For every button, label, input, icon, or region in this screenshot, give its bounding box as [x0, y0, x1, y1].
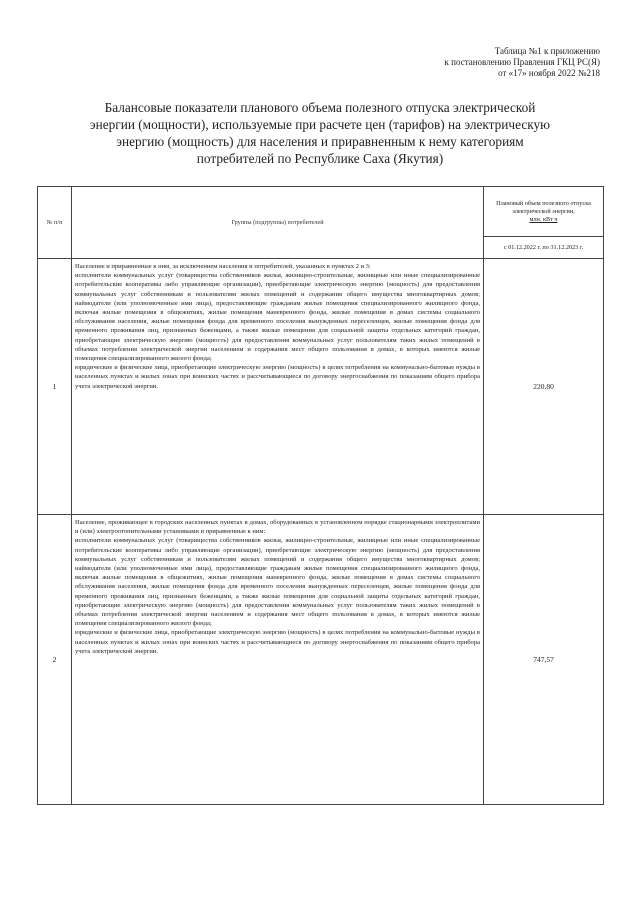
row-value: 747,57: [484, 515, 604, 805]
header-groups: Группы (подгруппы) потребителей: [72, 187, 484, 259]
header-line-3: от «17» ноября 2022 №218: [498, 68, 600, 78]
title-line-1: Балансовые показатели планового объема полезного отпуска электрической: [104, 100, 536, 115]
balance-table: [37, 186, 604, 805]
header-num: № п/п: [38, 187, 72, 259]
title-line-3: энергию (мощность) для населения и приравненным к нему категориям: [116, 134, 524, 149]
table-row: [38, 515, 604, 805]
table-row: [38, 259, 604, 515]
row-para-3: юридические и физические лица, приобретающие электрическую энергию (мощность) в целях потребления на коммунально-бытовые нужды в населенных пунктах и жилых зонах при воинских частях и рассчитывающиеся по договору энергоснабжения по показаниям общего прибора учета электрической энергии.: [75, 364, 480, 390]
row-num: 2: [38, 515, 72, 805]
row-num: 1: [38, 259, 72, 515]
document-title: [60, 99, 580, 167]
row-value: 220,80: [484, 259, 604, 515]
header-volume-text: Плановый объем полезного отпуска электрической энергии,: [496, 199, 591, 215]
row-para-3: юридические и физические лица, приобретающие электрическую энергию (мощность) в целях потребления на коммунально-бытовые нужды в населенных пунктах и жилых зонах при воинских частях и рассчитывающиеся по договору энергоснабжения по показаниям общего прибора учета электрической энергии.: [75, 629, 480, 655]
row-para-1: Население и приравненные к ним, за исключением населения и потребителей, указанных в пунктах 2 и 3:: [75, 263, 371, 270]
header-period: с 01.12.2022 г. по 31.12.2023 г.: [484, 237, 604, 259]
row-description: [72, 259, 484, 515]
header-line-2: к постановлению Правления ГКЦ РС(Я): [444, 57, 600, 67]
document-header: [340, 46, 600, 79]
header-line-1: Таблица №1 к приложению: [494, 46, 600, 56]
row-para-1: Население, проживающее в городских населенных пунктах в домах, оборудованных в установленном порядке стационарными электроплитами и (или) электроотопительными установками и приравненные к ним:: [75, 519, 480, 536]
header-volume: [484, 187, 604, 237]
row-para-2: исполнители коммунальных услуг (товарищества собственников жилья, жилищно-строительные, жилищные или иные специализированные потребительские кооперативы либо управляющие организации), приобретающие электрическую энергию (мощность) для предоставления коммунальных услуг собственникам и пользователям жилых помещений и содержания общего имущества многоквартирных домов; наймодатели (или уполномоченные ими лица), предоставляющие гражданам жилые помещения специализированного жилищного фонда, включая жилые помещения в общежитиях, жилые помещения маневренного фонда, жилые помещения в домах системы социального обслуживания населения, жилые помещения фонда для временного поселения вынужденных переселенцев, жилые помещения фонда для временного проживания лиц, признанных беженцами, а также жилые помещения для социальной защиты отдельных категорий граждан, приобретающие электрическую энергию (мощность) для предоставления коммунальных услуг пользователям таких жилых помещений в объемах потребления электрической энергии населением и содержания мест общего пользования в домах, в которых имеются жилые помещения специализированного жилого фонда;: [75, 537, 480, 628]
title-line-4: потребителей по Республике Саха (Якутия): [196, 151, 444, 166]
row-description: [72, 515, 484, 805]
header-unit: млн. кВт ч: [529, 215, 558, 223]
row-para-2: исполнители коммунальных услуг (товарищества собственников жилья, жилищно-строительные, жилищные или иные специализированные потребительские кооперативы либо управляющие организации), приобретающие электрическую энергию (мощность) для предоставления коммунальных услуг собственникам и пользователям жилых помещений и содержания общего имущества многоквартирных домов; наймодатели (или уполномоченные ими лица), предоставляющие гражданам жилые помещения специализированного жилищного фонда, включая жилые помещения в общежитиях, жилые помещения маневренного фонда, жилые помещения в домах системы социального обслуживания населения, жилые помещения фонда для временного поселения вынужденных переселенцев, жилые помещения фонда для временного проживания лиц, признанных беженцами, а также жилые помещения для социальной защиты отдельных категорий граждан, приобретающие электрическую энергию (мощность) для предоставления коммунальных услуг пользователям таких жилых помещений в объемах потребления электрической энергии населением и содержания мест общего пользования в домах, в которых имеются жилые помещения специализированного жилого фонда;: [75, 272, 480, 363]
title-line-2: энергии (мощности), используемые при расчете цен (тарифов) на электрическую: [89, 117, 551, 132]
